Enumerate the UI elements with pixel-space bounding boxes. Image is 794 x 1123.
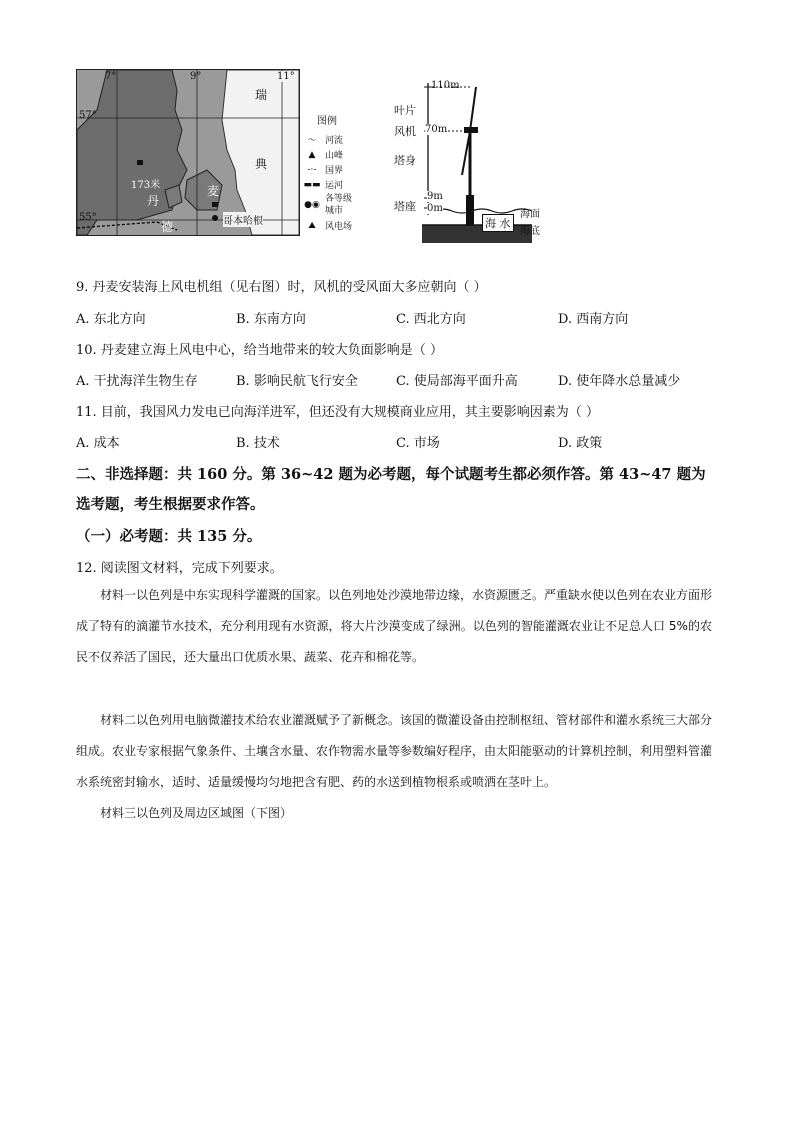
label-sea-floor: 海底	[520, 226, 540, 237]
map-label-de: 德	[161, 220, 174, 234]
legend-windfarm: ⛰ 风电场	[303, 218, 383, 233]
map-label-dan: 丹	[147, 194, 160, 208]
label-sea: 海 水	[482, 214, 514, 232]
material-1: 材料一以色列是中东实现科学灌溉的国家。以色列地处沙漠地带边缘，水资源匮乏。严重缺水使以色列在农业方面形成了特有的滴灌节水技术，充分利用现有水资源，将大片沙漠变成了绿洲。以色列的智能灌溉农业让不足总人口 5%的农民不仅养活了国民，还大量出口优质水果、蔬菜、花卉和棉花等。	[76, 588, 713, 664]
option: D. 政策	[558, 436, 603, 451]
option: B. 影响民航飞行安全	[236, 374, 358, 389]
denmark-map	[76, 69, 300, 236]
lat-55-label: 55°	[79, 212, 97, 223]
label-nacelle: 风机	[394, 125, 416, 138]
question-9: 9. 丹麦安装海上风电机组（见右图）时，风机的受风面大多应朝向（ ）	[76, 280, 487, 295]
section-2-heading-line2: 选考题，考生根据要求作答。	[76, 496, 265, 513]
lat-57-label: 57°	[79, 110, 97, 121]
option: D. 使年降水总量减少	[558, 374, 681, 389]
option: C. 市场	[396, 436, 440, 451]
map-legend	[303, 112, 383, 233]
question-10-options	[76, 370, 716, 389]
wind-turbine-diagram	[392, 75, 552, 250]
option: C. 西北方向	[396, 312, 466, 327]
map-label-rui: 瑞	[255, 88, 268, 102]
map-peak-label: 173米	[131, 180, 161, 191]
peak-icon: ▲	[308, 149, 316, 160]
label-tower: 塔身	[394, 154, 416, 167]
height-9: 9m	[427, 191, 443, 202]
map-label-mai: 麦	[207, 184, 220, 198]
question-11-options	[76, 432, 716, 451]
option: B. 东南方向	[236, 312, 306, 327]
option: A. 东北方向	[76, 312, 146, 327]
label-blade: 叶片	[394, 104, 416, 117]
lon-11-label: 11°	[277, 71, 295, 82]
option: A. 干扰海洋生物生存	[76, 374, 198, 389]
material-2: 材料二以色列用电脑微灌技术给农业灌溉赋予了新概念。该国的微灌设备由控制枢纽、管材部件和灌水系统三大部分组成。农业专家根据气象条件、土壤含水量、农作物需水量等参数编好程序，由太阳能驱动的计算机控制，利用塑料管灌水系统密封输水，适时、适量缓慢均匀地把含有肥、药的水送到植物根系或喷洒在茎叶上。	[76, 713, 713, 789]
legend-peak: ▲ 山峰	[303, 147, 383, 162]
question-12: 12. 阅读图文材料，完成下列要求。	[76, 561, 283, 576]
question-11: 11. 目前，我国风力发电已向海洋进军，但还没有大规模商业应用，其主要影响因素为（ ）	[76, 405, 599, 420]
part-1-heading: （一）必考题：共 135 分。	[76, 528, 262, 545]
option: A. 成本	[76, 436, 120, 451]
legend-river: 〜 河流	[303, 132, 383, 147]
legend-border: -·- 国界	[303, 162, 383, 177]
map-city-label: 哥本哈根	[223, 212, 263, 227]
option: C. 使局部海平面升高	[396, 374, 518, 389]
height-0: 0m	[427, 203, 443, 214]
material-3: 材料三以色列及周边区域图（下图）	[100, 806, 293, 820]
question-10: 10. 丹麦建立海上风电中心，给当地带来的较大负面影响是（ ）	[76, 343, 443, 358]
option: B. 技术	[236, 436, 280, 451]
city-icon: ●◉	[304, 200, 320, 210]
canal-icon: ▬▬	[303, 179, 321, 190]
section-2-heading-line1: 二、非选择题：共 160 分。第 36~42 题为必考题，每个试题考生都必须作答。第 43~47 题为	[76, 466, 706, 483]
legend-city: ●◉ 各等级城市	[304, 194, 353, 216]
question-9-options	[76, 308, 716, 327]
legend-title: 图例	[317, 116, 337, 127]
height-70: 70m	[425, 124, 448, 135]
label-base: 塔座	[394, 200, 416, 213]
wind-farm-icon: ⛰	[308, 220, 316, 231]
label-sea-surface: 海面	[520, 209, 540, 220]
border-icon: -·-	[307, 164, 317, 175]
legend-canal: ▬▬ 运河	[303, 179, 344, 191]
lon-9-label: 9°	[190, 71, 202, 82]
map-label-dian: 典	[255, 157, 268, 171]
height-110: 110m	[431, 80, 460, 91]
lon-7-label: 7°	[105, 71, 117, 82]
river-icon: 〜	[307, 136, 317, 146]
option: D. 西南方向	[558, 312, 629, 327]
